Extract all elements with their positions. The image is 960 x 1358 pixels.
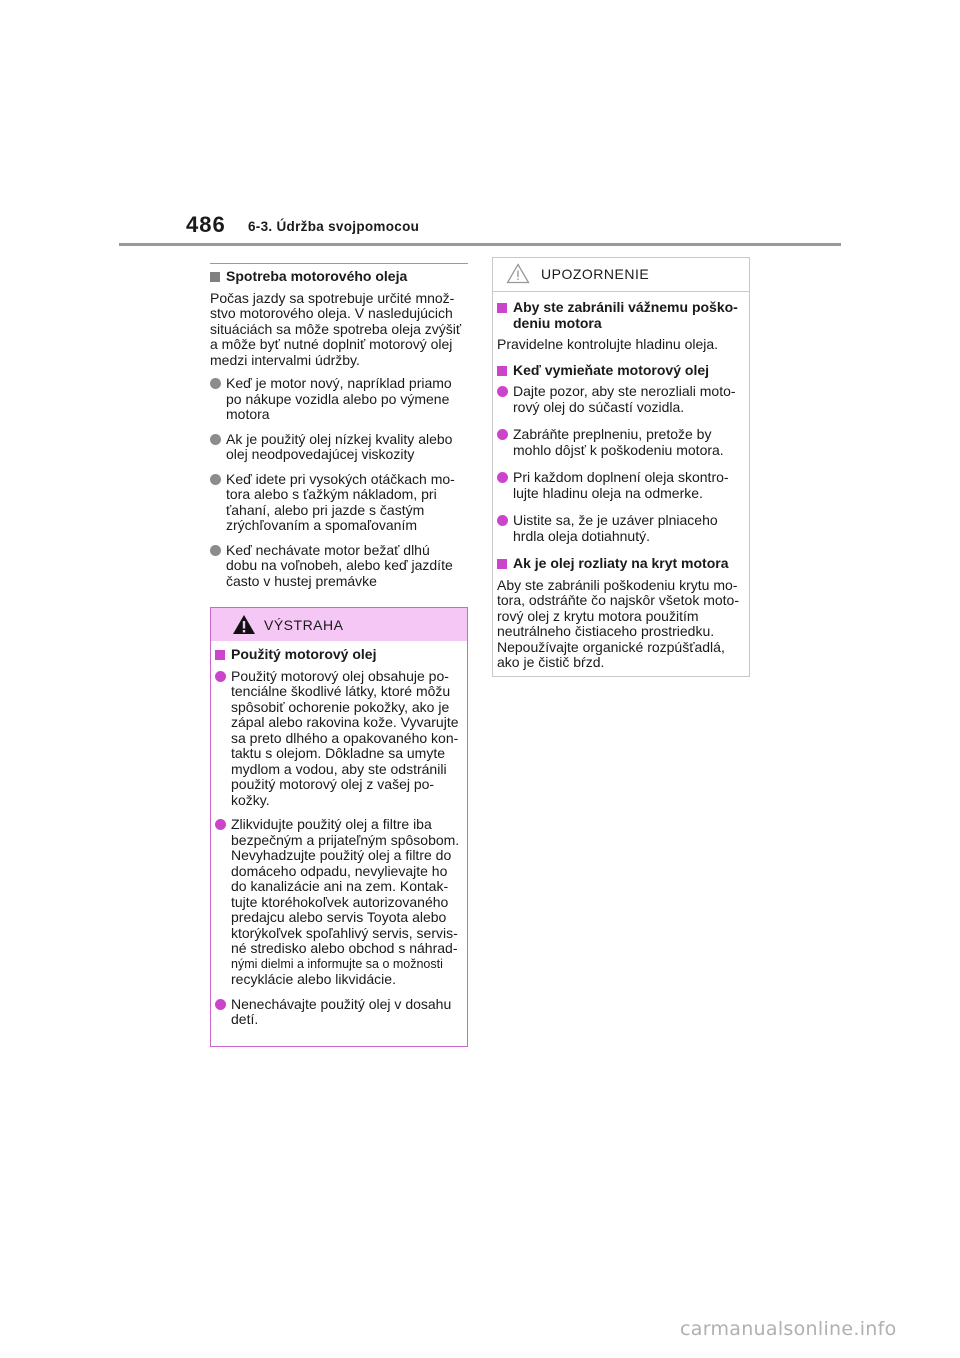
notice-title: UPOZORNENIE	[541, 266, 650, 282]
warning-heading-text: Použitý motorový olej	[231, 646, 377, 662]
list-item-text: Zlikvidujte použitý olej a filtre iba bezpečným a prijateľným spôsobom. Nevyhadzujte použitý olej a filtre do domáceho odpadu, nevylievajte ho do kanalizácie ani na zem. Kontak- tujte ktoréhokoľvek autorizovaného predajcu alebo servis Toyota alebo ktorýkoľvek spoľahlivý servis, servis- né stredisko alebo obchod s náhrad-	[231, 816, 460, 956]
header-divider	[119, 243, 841, 246]
list-item	[210, 376, 468, 423]
notice-header	[493, 258, 749, 292]
list-item-text: Zabráňte preplneniu, pretože by mohlo dôjsť k poškodeniu motora.	[513, 426, 724, 458]
square-bullet-icon	[497, 303, 507, 313]
circle-bullet-icon	[497, 472, 508, 483]
list-item-text: Ak je použitý olej nízkej kvality alebo olej neodpovedajúcej viskozity	[226, 430, 453, 462]
list-item	[215, 669, 463, 809]
section-title: 6-3. Údržba svojpomocou	[248, 219, 420, 234]
watermark-site-link[interactable]: carmanualsonline.info	[680, 1318, 897, 1340]
circle-bullet-icon	[210, 474, 221, 485]
notice-heading	[497, 300, 745, 331]
list-item	[210, 543, 468, 590]
list-item	[215, 817, 463, 988]
list-item	[497, 513, 745, 544]
warning-triangle-icon	[232, 614, 256, 635]
warning-heading	[215, 647, 463, 663]
warning-header	[211, 608, 467, 641]
intro-paragraph: Počas jazdy sa spotrebuje určité množ- stvo motorového oleja. V nasledujúcich situáciách sa môže spotreba oleja zvýšiť a môže byť nutné doplniť motorový olej medzi intervalmi údržby.	[210, 289, 462, 368]
notice-body	[493, 292, 749, 671]
oil-consumption-section	[210, 263, 468, 598]
section-heading-text: Spotreba motorového oleja	[226, 268, 408, 284]
notice-heading-text: Keď vymieňate motorový olej	[513, 361, 710, 378]
circle-bullet-icon	[497, 515, 508, 526]
warning-box	[210, 607, 468, 1047]
list-item-text: Dajte pozor, aby ste nerozliali moto- rový olej do súčastí vozidla.	[513, 383, 736, 415]
list-item-text: Keď idete pri vysokých otáčkach mo- tora alebo s ťažkým nákladom, pri ťahaní, alebo pri jazde s častým zrýchľovaním a spomaľovaním	[226, 470, 455, 533]
notice-heading-text: Ak je olej rozliaty na kryt motora	[513, 555, 729, 571]
section-divider	[210, 263, 468, 264]
list-item-text: Keď nechávate motor bežať dlhú dobu na voľnobeh, alebo keď jazdíte často v hustej premávke	[226, 541, 453, 589]
list-item-text: Použitý motorový olej obsahuje po- tenciálne škodlivé látky, ktoré môžu spôsobiť ochorenie pokožky, ako je zápal alebo rakovina kože. Vyvarujte sa preto dlhého a opakovaného kon- taktu s olejom. Dôkladne sa umyte mydlom a vodou, aby ste odstránili použitý motorový olej z vašej po- kožky.	[231, 667, 459, 808]
list-item	[210, 432, 468, 463]
notice-heading	[497, 556, 745, 572]
list-item	[497, 384, 745, 415]
list-item	[497, 470, 745, 501]
notice-heading-text: Aby ste zabránili vážnemu poško- deniu motora	[513, 299, 738, 331]
warning-body	[211, 641, 467, 1028]
notice-box	[492, 257, 750, 677]
circle-bullet-icon	[497, 386, 508, 397]
list-item-text: Uistite sa, že je uzáver plniaceho hrdla oleja dotiahnutý.	[513, 512, 718, 544]
circle-bullet-icon	[215, 999, 226, 1010]
circle-bullet-icon	[210, 545, 221, 556]
circle-bullet-icon	[210, 434, 221, 445]
square-bullet-icon	[215, 650, 225, 660]
circle-bullet-icon	[210, 378, 221, 389]
circle-bullet-icon	[497, 429, 508, 440]
circle-bullet-icon	[215, 819, 226, 830]
list-item	[497, 427, 745, 458]
list-item-text: Nenechávajte použitý olej v dosahu detí.	[231, 995, 452, 1027]
square-bullet-icon	[497, 559, 507, 569]
caution-triangle-icon	[506, 263, 530, 284]
square-bullet-icon	[210, 272, 220, 282]
list-item-text-end: recyklácie alebo likvidácie.	[231, 971, 396, 987]
section-heading	[210, 269, 468, 285]
page-number: 486	[186, 212, 226, 237]
circle-bullet-icon	[215, 671, 226, 682]
notice-paragraph: Pravidelne kontrolujte hladinu oleja.	[497, 336, 719, 352]
list-item-text-small: nými dielmi a informujte sa o možnosti	[231, 956, 443, 971]
notice-heading	[497, 363, 745, 379]
list-item	[215, 997, 463, 1028]
notice-paragraph: Aby ste zabránili poškodeniu krytu mo- tora, odstráňte čo najskôr všetok moto- rový olej z krytu motora použitím neutrálneho čistiaceho prostriedku. Nepoužívajte organické rozpúšťadlá, ako je čistič bŕzd.	[497, 576, 739, 670]
square-bullet-icon	[497, 366, 507, 376]
list-item-text: Pri každom doplnení oleja skontro- lujte hladinu oleja na odmerke.	[513, 469, 729, 501]
list-item-text: Keď je motor nový, napríklad priamo po nákupe vozidla alebo po výmene motora	[226, 375, 452, 422]
warning-title: VÝSTRAHA	[264, 617, 344, 633]
list-item	[210, 472, 468, 534]
